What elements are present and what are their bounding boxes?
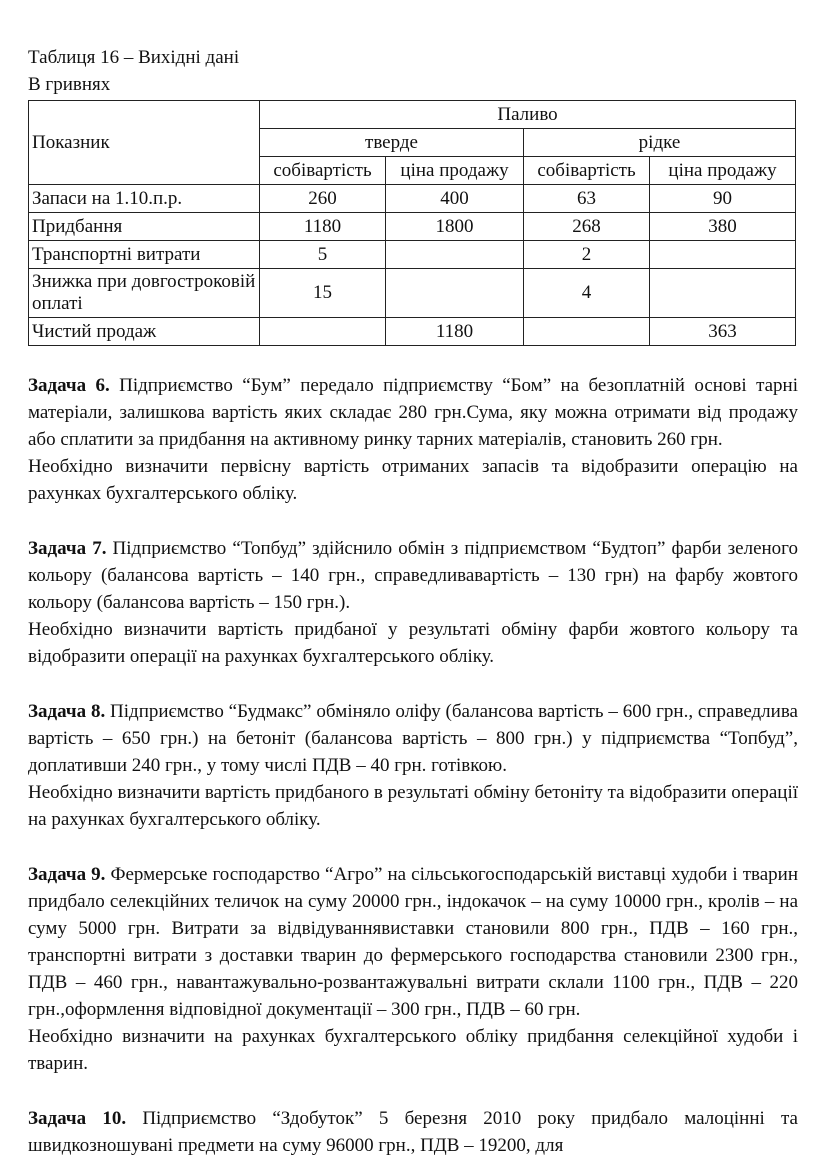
table-cell bbox=[386, 241, 524, 269]
table-cell bbox=[386, 269, 524, 318]
source-data-table bbox=[28, 100, 796, 346]
header-solid: тверде bbox=[260, 129, 524, 157]
task-text: Підприємство “Бум” передало підприємству “Бом” на безоплатній основі тарні матеріали, залишкова вартість яких складає 280 грн.Сума, яку можна отримати від продажу або сплатити за придбання на активному ринку тарних матеріалів, становить 260 грн. bbox=[28, 375, 798, 450]
task-statement bbox=[28, 861, 798, 1023]
task-text: Підприємство “Будмакс” обміняло оліфу (балансова вартість – 600 грн., справедлива вартість – 650 грн.) на бетоніт (балансова вартість – 800 грн.) у підприємства “Топбуд”, доплативши 240 грн., у тому числі ПДВ – 40 грн. готівкою. bbox=[28, 701, 798, 776]
table-cell bbox=[260, 318, 386, 346]
task-text: Підприємство “Здобуток” 5 березня 2010 року придбало малоцінні та швидкозношувані предмети на суму 96000 грн., ПДВ – 19200, для bbox=[28, 1108, 798, 1156]
table-title: Таблиця 16 – Вихідні дані bbox=[28, 47, 240, 68]
header-cost-solid: собівартість bbox=[260, 157, 386, 185]
task-label: Задача 8. bbox=[28, 701, 106, 722]
task-statement bbox=[28, 698, 798, 779]
task-question: Необхідно визначити вартість придбаного в результаті обміну бетоніту та відобразити операції на рахунках бухгалтерського обліку. bbox=[28, 782, 799, 830]
table-cell: 400 bbox=[386, 185, 524, 213]
table-cell: 268 bbox=[524, 213, 650, 241]
table-row bbox=[29, 318, 796, 346]
task-label: Задача 6. bbox=[28, 375, 110, 396]
row-label: Знижка при довгостроковій оплаті bbox=[29, 269, 260, 318]
table-row bbox=[29, 269, 796, 318]
table-cell: 260 bbox=[260, 185, 386, 213]
task-7 bbox=[28, 535, 798, 670]
table-cell: 63 bbox=[524, 185, 650, 213]
task-label: Задача 10. bbox=[28, 1108, 127, 1129]
table-cell: 363 bbox=[650, 318, 796, 346]
table-cell: 2 bbox=[524, 241, 650, 269]
task-statement bbox=[28, 535, 798, 616]
table-row bbox=[29, 241, 796, 269]
row-label: Чистий продаж bbox=[29, 318, 260, 346]
task-6 bbox=[28, 372, 798, 507]
table-cell bbox=[650, 241, 796, 269]
row-label: Придбання bbox=[29, 213, 260, 241]
task-question: Необхідно визначити вартість придбаної у результаті обміну фарби жовтого кольору та відобразити операції на рахунках бухгалтерського обліку. bbox=[28, 619, 798, 667]
row-label: Запаси на 1.10.п.р. bbox=[29, 185, 260, 213]
task-9 bbox=[28, 861, 798, 1077]
header-price-liquid: ціна продажу bbox=[650, 157, 796, 185]
header-liquid: рідке bbox=[524, 129, 796, 157]
table-cell: 1180 bbox=[386, 318, 524, 346]
table-cell: 4 bbox=[524, 269, 650, 318]
task-label: Задача 7. bbox=[28, 538, 107, 559]
task-text: Підприємство “Топбуд” здійснило обмін з підприємством “Будтоп” фарби зеленого кольору (балансова вартість – 140 грн., справедливавартість – 130 грн) на фарбу жовтого кольору (балансова вартість – 150 грн.). bbox=[28, 538, 798, 613]
table-cell bbox=[524, 318, 650, 346]
task-10 bbox=[28, 1105, 798, 1159]
task-question: Необхідно визначити первісну вартість отриманих запасів та відобразити операцію на рахунках бухгалтерського обліку. bbox=[28, 456, 798, 504]
task-question: Необхідно визначити на рахунках бухгалтерського обліку придбання селекційної худоби і тварин. bbox=[28, 1026, 798, 1074]
header-price-solid: ціна продажу bbox=[386, 157, 524, 185]
header-indicator: Показник bbox=[29, 101, 260, 185]
header-cost-liquid: собівартість bbox=[524, 157, 650, 185]
table-row bbox=[29, 213, 796, 241]
document-page bbox=[28, 44, 798, 1159]
task-label: Задача 9. bbox=[28, 864, 106, 885]
table-cell bbox=[650, 269, 796, 318]
table-cell: 380 bbox=[650, 213, 796, 241]
row-label: Транспортні витрати bbox=[29, 241, 260, 269]
table-cell: 1180 bbox=[260, 213, 386, 241]
table-cell: 15 bbox=[260, 269, 386, 318]
task-statement bbox=[28, 372, 798, 453]
table-unit: В гривнях bbox=[28, 74, 111, 95]
task-8 bbox=[28, 698, 798, 833]
task-text: Фермерське господарство “Агро” на сільськогосподарській виставці худоби і тварин придбало селекційних теличок на суму 20000 грн., індокачок – на суму 10000 грн., кролів – на суму 5000 грн. Витрати за відвідуваннявиставки становили 800 грн., ПДВ – 160 грн., транспортні витрати з доставки тварин до фермерського господарства становили 2300 грн., ПДВ – 460 грн., навантажувально-розвантажувальні витрати склали 1100 грн., ПДВ – 220 грн.,оформлення відповідної документації – 300 грн., ПДВ – 60 грн. bbox=[28, 864, 798, 1020]
table-cell: 1800 bbox=[386, 213, 524, 241]
task-statement bbox=[28, 1105, 798, 1159]
table-header-row-1 bbox=[29, 101, 796, 129]
table-cell: 5 bbox=[260, 241, 386, 269]
header-fuel: Паливо bbox=[260, 101, 796, 129]
table-cell: 90 bbox=[650, 185, 796, 213]
table-row bbox=[29, 185, 796, 213]
